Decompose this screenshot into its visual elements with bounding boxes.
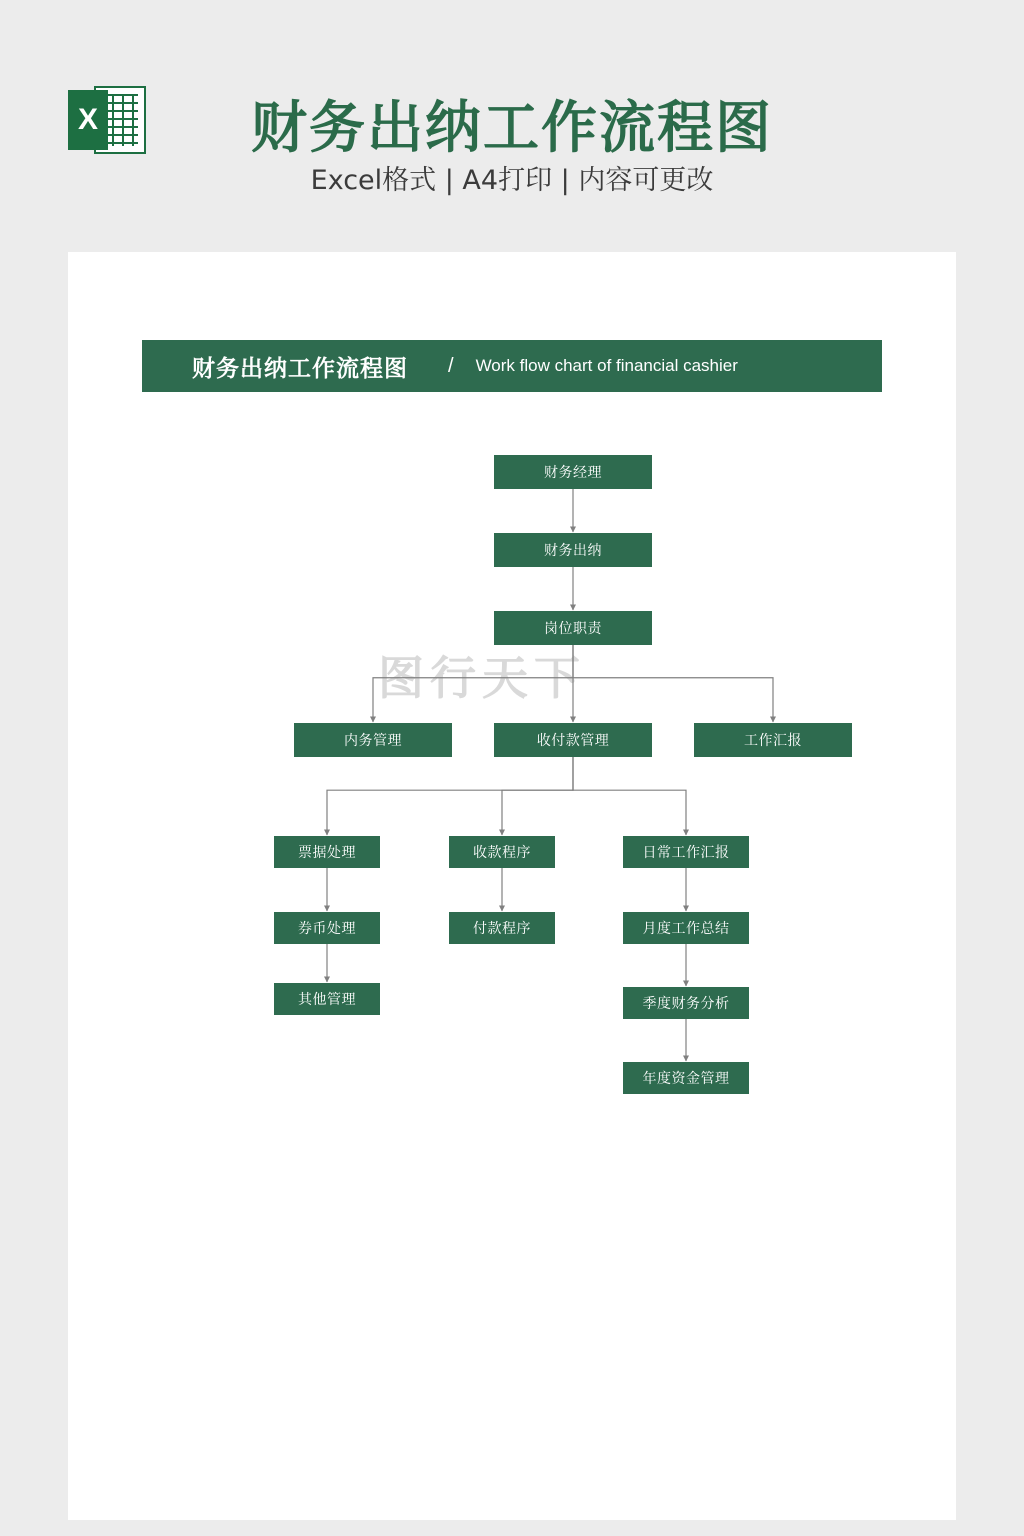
flow-node: 券币处理 [274, 912, 380, 944]
flow-node: 日常工作汇报 [623, 836, 749, 868]
flow-node: 财务经理 [494, 455, 652, 489]
flow-node: 其他管理 [274, 983, 380, 1015]
flow-edge [327, 757, 573, 835]
flow-node: 财务出纳 [494, 533, 652, 567]
flow-chart [68, 252, 956, 1520]
flow-node: 付款程序 [449, 912, 555, 944]
chart-title-en: Work flow chart of financial cashier [475, 356, 738, 375]
flow-chart-edges [68, 252, 956, 1520]
flow-edge [573, 645, 773, 722]
flow-node: 工作汇报 [694, 723, 852, 757]
flow-node: 收付款管理 [494, 723, 652, 757]
header [0, 0, 1024, 252]
document-sheet [68, 252, 956, 1520]
chart-title-cn: 财务出纳工作流程图 [192, 355, 408, 382]
watermark-text: 图行天下 [378, 651, 586, 705]
page-title: 财务出纳工作流程图 [251, 96, 773, 161]
flow-edge [373, 645, 573, 722]
flow-node: 收款程序 [449, 836, 555, 868]
page-subtitle: Excel格式 | A4打印 | 内容可更改 [310, 165, 714, 196]
flow-edge [502, 757, 573, 835]
flow-node: 季度财务分析 [623, 987, 749, 1019]
flow-node: 年度资金管理 [623, 1062, 749, 1094]
flow-node: 月度工作总结 [623, 912, 749, 944]
flow-edge [573, 757, 686, 835]
excel-logo-letter: X [68, 90, 108, 150]
flow-node: 内务管理 [294, 723, 452, 757]
flow-node: 岗位职责 [494, 611, 652, 645]
flow-node: 票据处理 [274, 836, 380, 868]
chart-title-separator: / [448, 354, 454, 377]
